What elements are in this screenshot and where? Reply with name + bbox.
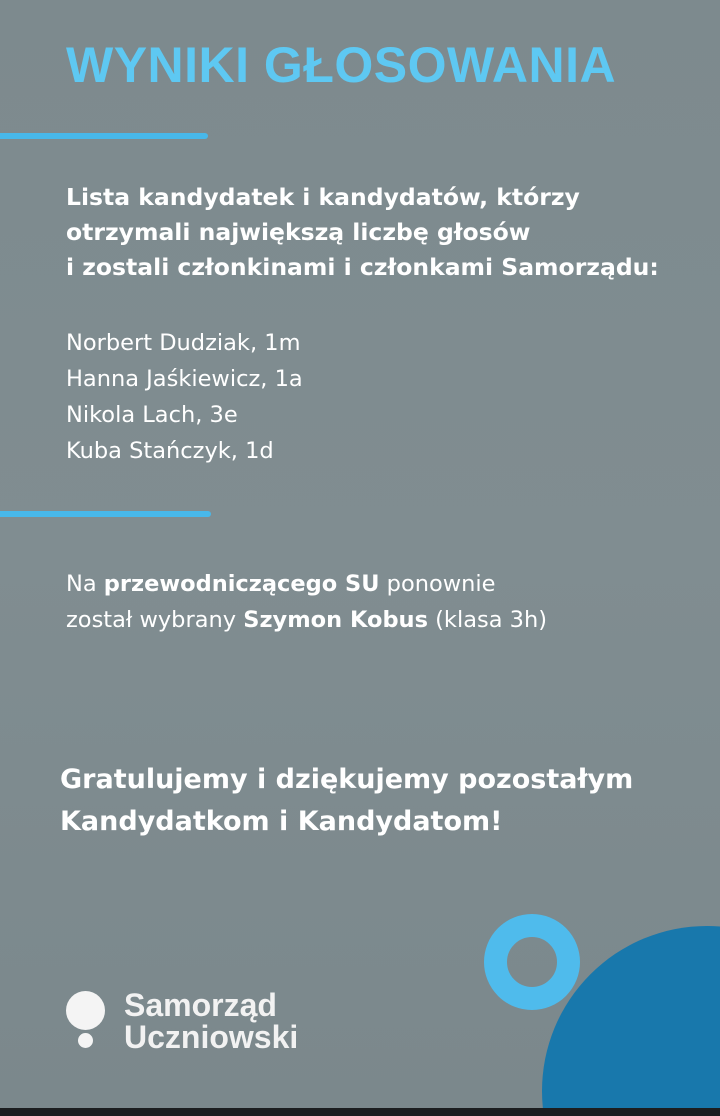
candidate-list	[66, 325, 303, 469]
intro-line-1: Lista kandydatek i kandydatów, którzy	[66, 183, 580, 211]
congrats-line-2: Kandydatkom i Kandydatom!	[60, 806, 503, 837]
intro-line-3: i zostali członkinami i członkami Samorządu:	[66, 253, 659, 281]
chair-line2-prefix: został wybrany	[66, 607, 237, 633]
logo-dot-large	[66, 991, 105, 1030]
bottom-strip	[0, 1108, 720, 1116]
intro-line-2: otrzymali największą liczbę głosów	[66, 218, 531, 246]
chair-prefix: Na	[66, 571, 97, 597]
list-item: Hanna Jaśkiewicz, 1a	[66, 366, 303, 392]
chair-announcement	[66, 566, 686, 638]
chair-name: Szymon Kobus	[243, 607, 428, 633]
middle-divider	[0, 511, 211, 517]
chair-suffix: ponownie	[386, 571, 496, 597]
decorative-ring	[484, 914, 580, 1010]
list-item: Kuba Stańczyk, 1d	[66, 438, 274, 464]
brand-line-1: Samorząd	[124, 987, 277, 1023]
logo-icon	[66, 991, 106, 1057]
congrats-line-1: Gratulujemy i dziękujemy pozostałym	[60, 764, 634, 795]
chair-line-1	[66, 566, 686, 602]
intro-text	[66, 180, 686, 285]
list-item: Norbert Dudziak, 1m	[66, 330, 301, 356]
chair-class-note: (klasa 3h)	[435, 607, 548, 633]
congratulations-text	[60, 759, 700, 843]
page-title: WYNIKI GŁOSOWANIA	[66, 37, 617, 93]
logo-dot-small	[78, 1033, 93, 1048]
top-divider	[0, 133, 208, 139]
chair-line-2	[66, 602, 686, 638]
chair-role: przewodniczącego SU	[103, 571, 380, 597]
brand-line-2: Uczniowski	[124, 1019, 299, 1055]
brand-name	[124, 989, 298, 1053]
list-item: Nikola Lach, 3e	[66, 402, 238, 428]
